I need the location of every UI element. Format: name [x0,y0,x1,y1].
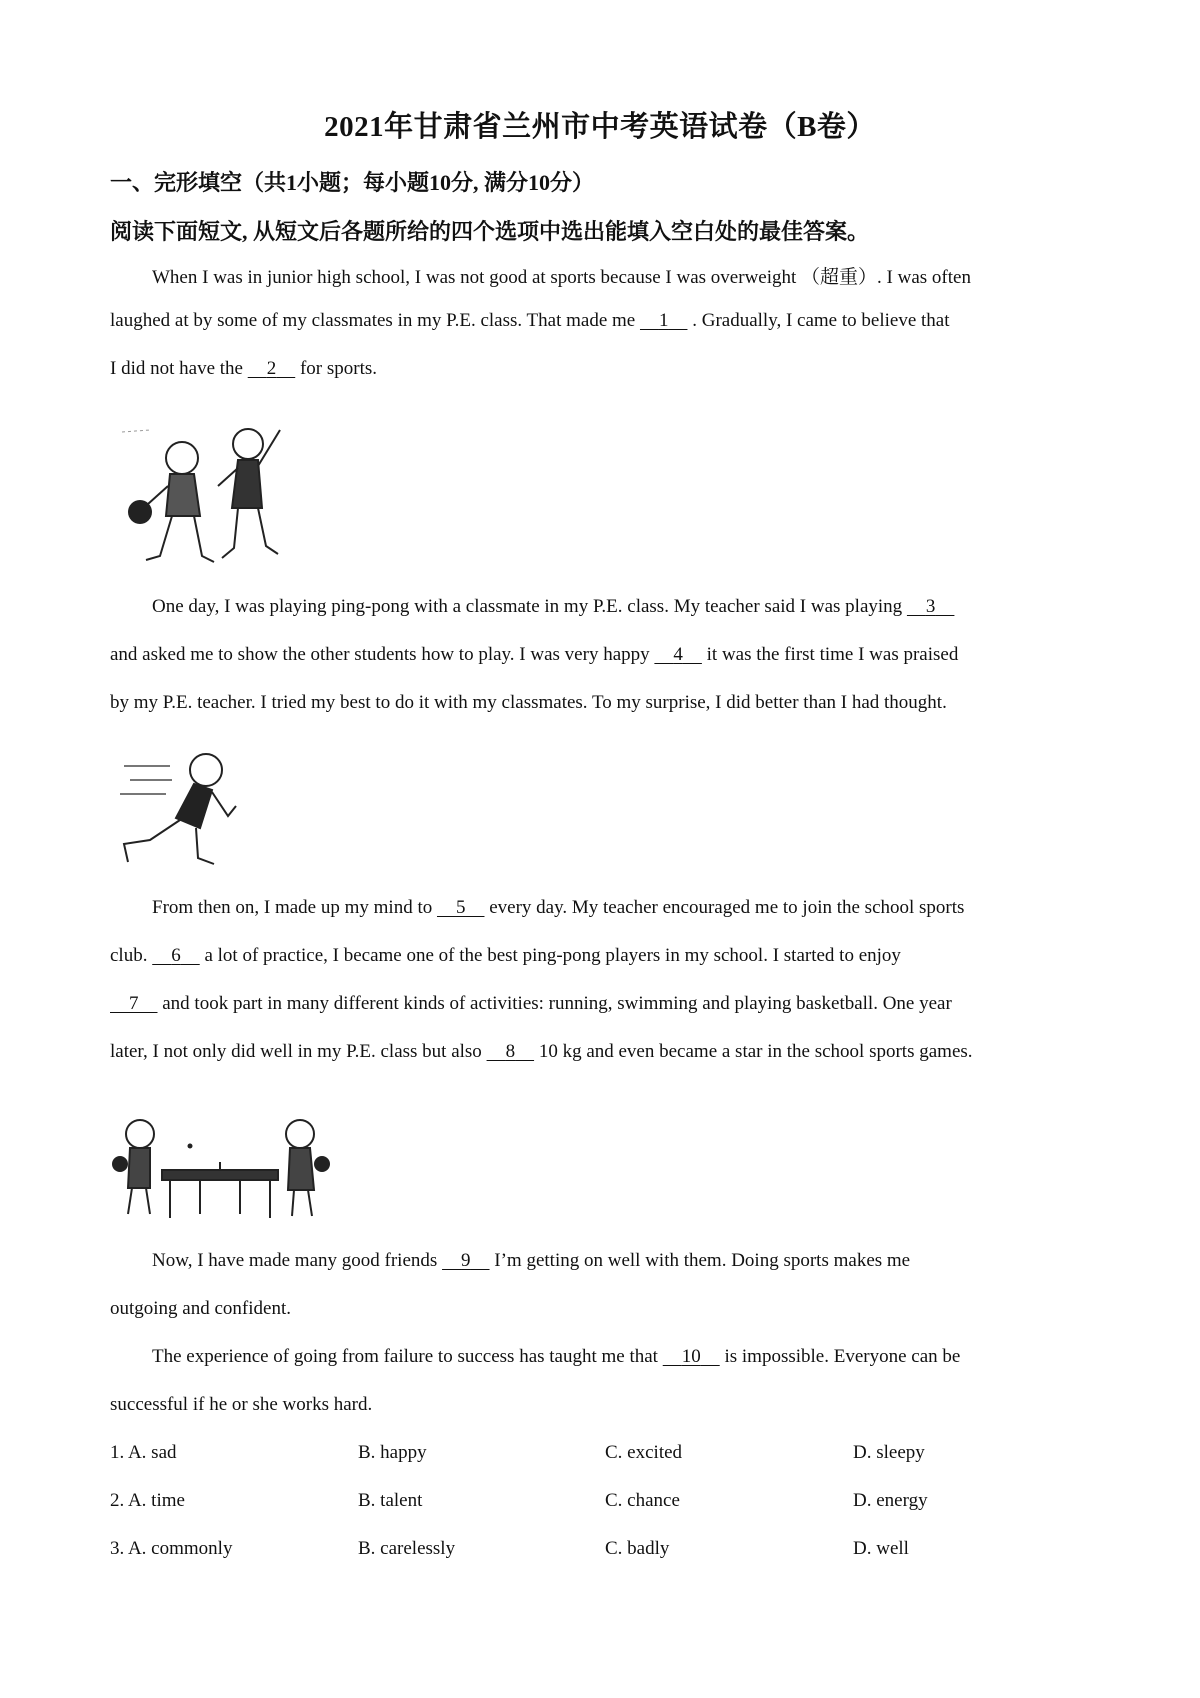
section-heading: 一、完形填空（共1小题；每小题10分, 满分10分） [110,170,595,195]
p4-line1: Now, I have made many good friends 9 I’m getting on well with them. Doing sports makes me [152,1250,911,1271]
instruction-text: 阅读下面短文, 从短文后各题所给的四个选项中选出能填入空白处的最佳答案。 [110,219,870,244]
blank-2: 2 [266,358,277,379]
runner-illustration [110,736,260,876]
option-d[interactable]: D. sleepy [853,1442,925,1463]
option-b[interactable]: B. carelessly [358,1538,456,1559]
blank-3: 3 [925,596,936,617]
blank-9: 9 [461,1250,471,1271]
option-a[interactable]: 1. A. sad [110,1442,177,1463]
option-b[interactable]: B. happy [358,1442,427,1463]
ping-pong-illustration [110,1108,330,1228]
exam-title: 2021年甘肃省兰州市中考英语试卷（B卷） [324,111,876,143]
option-c[interactable]: C. chance [605,1490,680,1511]
p4-line2: outgoing and confident. [110,1298,291,1319]
p2-line3: by my P.E. teacher. I tried my best to do it with my classmates. To my surprise, I did better than I had thought. [110,692,947,713]
basketball-illustration [110,416,310,576]
blank-4: 4 [673,644,683,665]
option-c[interactable]: C. excited [605,1442,683,1463]
p5-line2: successful if he or she works hard. [110,1394,373,1415]
p3-line3: 7 and took part in many different kinds of activities: running, swimming and playing basketball. One year [110,993,1110,1015]
p3-line1: From then on, I made up my mind to 5 every day. My teacher encouraged me to join the school sports [152,897,965,918]
blank-5: 5 [455,897,466,918]
p3-line4: later, I not only did well in my P.E. class but also 8 10 kg and even became a star in the school sports games. [110,1041,973,1062]
p1-line2: laughed at by some of my classmates in my P.E. class. That made me 1 . Gradually, I came to believe that [110,310,950,331]
p2-line1: One day, I was playing ping-pong with a classmate in my P.E. class. My teacher said I was playing 3 [152,596,1112,618]
p1-line1: When I was in junior high school, I was not good at sports because I was overweight （超重）. I was often [152,267,971,288]
option-a[interactable]: 2. A. time [110,1490,185,1511]
blank-6: 6 [171,945,181,966]
option-a[interactable]: 3. A. commonly [110,1538,233,1559]
blank-10: 10 [681,1346,701,1367]
option-d[interactable]: D. energy [853,1490,928,1511]
option-d[interactable]: D. well [853,1538,909,1559]
blank-7: 7 [129,993,139,1014]
p5-line1: The experience of going from failure to success has taught me that 10 is impossible. Everyone can be [152,1346,961,1367]
p2-line2: and asked me to show the other students how to play. I was very happy 4 it was the first time I was praised [110,644,959,665]
option-c[interactable]: C. badly [605,1538,670,1559]
p1-line3: I did not have the 2 for sports. [110,358,378,379]
p3-line2: club. 6 a lot of practice, I became one of the best ping-pong players in my school. I started to enjoy [110,945,901,966]
blank-1: 1 [658,310,669,331]
blank-8: 8 [505,1041,516,1062]
option-b[interactable]: B. talent [358,1490,423,1511]
